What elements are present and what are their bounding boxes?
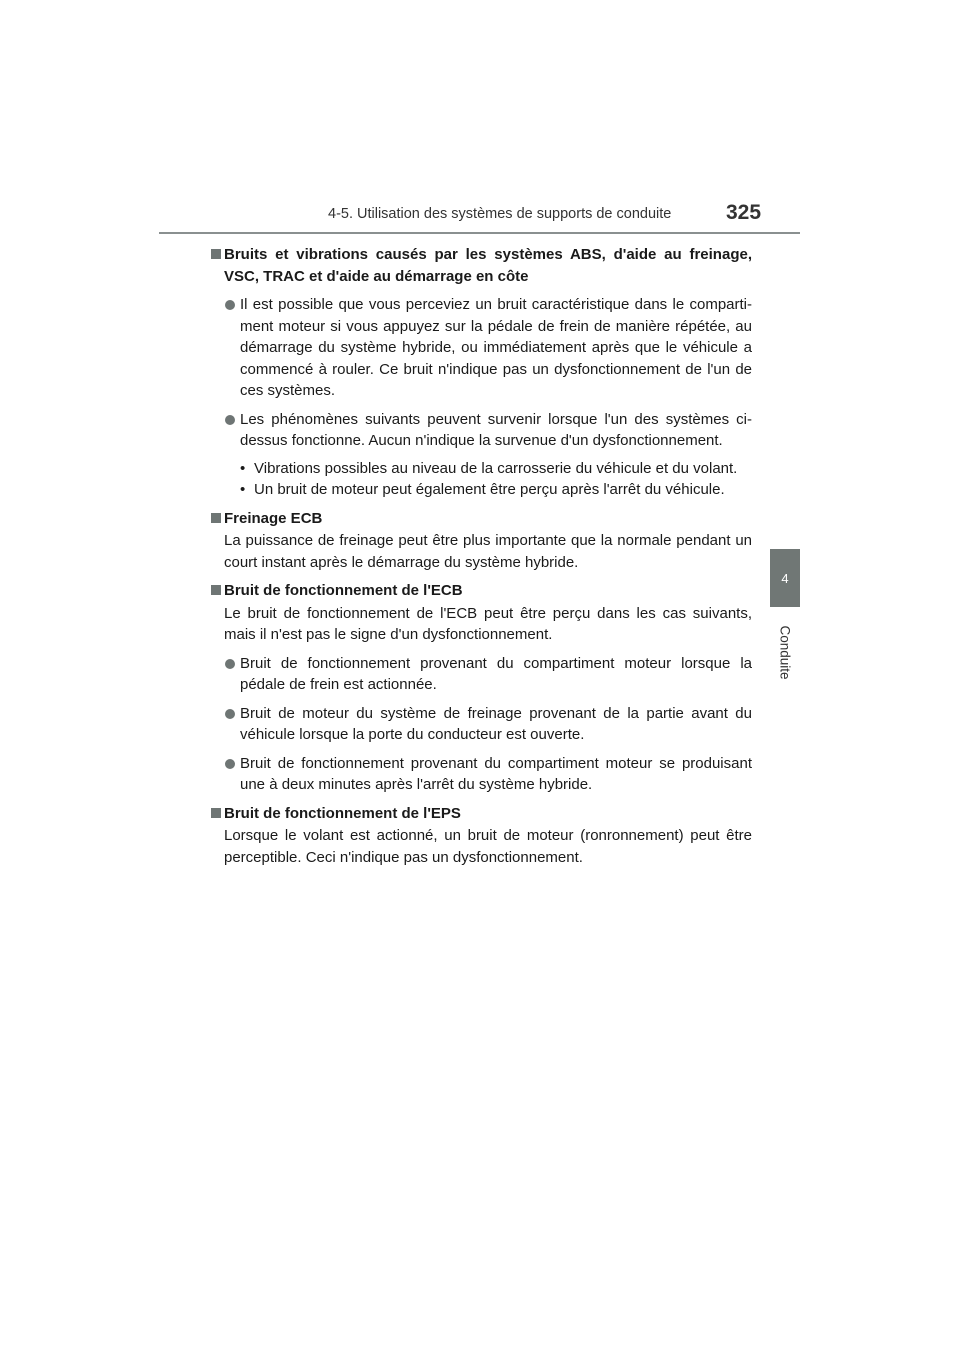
sub-list-text: Un bruit de moteur peut également être perçu après l'arrêt du véhicule.: [254, 481, 725, 498]
header-divider: [159, 232, 800, 234]
bullet-item: [210, 653, 752, 696]
section-body: Le bruit de fonctionnement de l'ECB peut être perçu dans les cas suivants, mais il n'est pas le signe d'un dysfonctionnement.: [224, 604, 752, 643]
page-number: 325: [726, 201, 762, 224]
chapter-tab: [770, 549, 800, 607]
bullet-item: [210, 753, 752, 796]
section-ecb-noise: [210, 580, 752, 796]
bullet-text: Bruit de fonctionnement provenant du compartiment moteur se produisant une à deux minutes après l'arrêt du système hybride.: [240, 754, 752, 793]
chapter-label: Conduite: [777, 624, 793, 680]
sub-list-text: Vibrations possibles au niveau de la carrosserie du véhicule et du volant.: [254, 459, 738, 477]
filled-circle-icon: [225, 659, 235, 669]
filled-square-icon: [211, 513, 221, 523]
bullet-text: Bruit de moteur du système de freinage provenant de la partie avant du véhicule lorsque la porte du conducteur est ouverte.: [240, 704, 752, 743]
bullet-text: Les phénomènes suivants peuvent survenir lorsque l'un des systèmes ci-dessus fonctionne. Aucun n'indique la survenue d'un dysfonctionnement.: [240, 410, 752, 449]
section-title-text: Bruits et vibrations causés par les systèmes ABS, d'aide au freinage, VSC, TRAC et d'aide au démarrage en côte: [224, 246, 752, 285]
page-content: [210, 244, 752, 875]
chapter-number: 4: [781, 570, 789, 586]
filled-circle-icon: [225, 300, 235, 310]
sub-list-item: [210, 479, 752, 501]
section-body: Lorsque le volant est actionné, un bruit de moteur (ronronnement) peut être perceptible. Ceci n'indique pas un dysfonctionnement.: [224, 827, 752, 866]
filled-circle-icon: [225, 415, 235, 425]
bullet-text: Il est possible que vous perceviez un bruit caractéristique dans le comparti-ment moteur si vous appuyez sur la pédale de frein de manière répétée, au démarrage du système hybride, ou immédiatement après que le véhicule a commencé à rouler. Ce bruit n'indique pas un dysfonctionnement de l'un de ces systèmes.: [240, 296, 752, 399]
bullet-text: Bruit de fonctionnement provenant du compartiment moteur lorsque la pédale de frein est actionnée.: [240, 654, 752, 693]
sub-list-marker: •: [240, 481, 246, 498]
section-eps-noise: [210, 803, 752, 869]
sub-list-item: [210, 458, 752, 480]
filled-circle-icon: [225, 759, 235, 769]
section-title-text: Freinage ECB: [224, 509, 323, 527]
bullet-item: [210, 409, 752, 452]
filled-square-icon: [211, 585, 221, 595]
header-section-title: 4-5. Utilisation des systèmes de supports de conduite: [328, 206, 672, 222]
filled-square-icon: [211, 808, 221, 818]
bullet-item: [210, 294, 752, 402]
section-ecb-braking: [210, 508, 752, 574]
chapter-label-box: [770, 607, 800, 697]
section-abs-noise: [210, 244, 752, 501]
sub-list-marker: •: [240, 459, 246, 477]
filled-square-icon: [211, 249, 221, 259]
section-body: La puissance de freinage peut être plus importante que la normale pendant un court instant après le démarrage du système hybride.: [224, 532, 752, 571]
section-title: [210, 508, 752, 530]
sub-list: [210, 458, 752, 501]
section-title: [210, 803, 752, 825]
section-title: [210, 244, 752, 287]
filled-circle-icon: [225, 709, 235, 719]
section-title-text: Bruit de fonctionnement de l'ECB: [224, 582, 463, 599]
section-title-text: Bruit de fonctionnement de l'EPS: [224, 804, 461, 822]
section-title: [210, 580, 752, 602]
bullet-item: [210, 703, 752, 746]
